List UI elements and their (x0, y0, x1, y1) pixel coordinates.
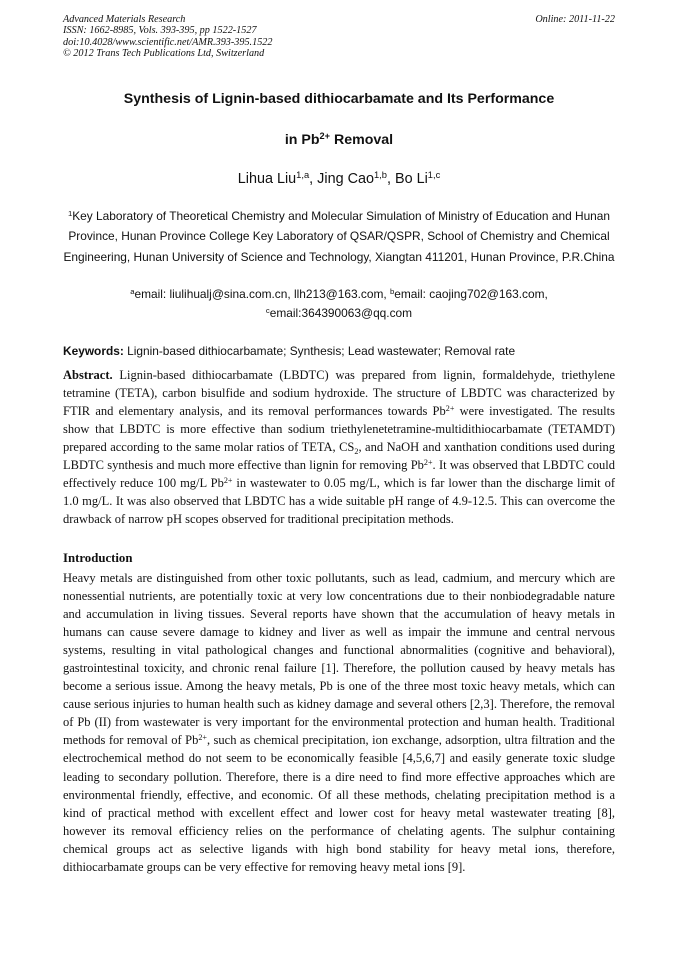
keywords-text: Lignin-based dithiocarbamate; Synthesis; Lead wastewater; Removal rate (123, 344, 516, 358)
email-a: email: liulihualj@sina.com.cn, llh213@163.com, (134, 287, 390, 301)
journal-header (63, 14, 615, 60)
email-line-2 (63, 304, 615, 323)
author-affiliation-mark: 1,c (427, 169, 441, 180)
email-line-1 (63, 285, 615, 304)
abstract-subscript: 2 (354, 446, 359, 456)
introduction-text: , such as chemical precipitation, ion exchange, adsorption, ultra filtration and the electrochemical method do not seem to be economically feasible [4,5,6,7] and easily generate toxic sludge leading to secondary pollution. Therefore, there is a dire need to find more effective approaches which are environmental friendly, effective, and economic. Of all these methods, chelating precipitation method is a kind of practical method with excellent effect and lower cost for heavy metal wastewater treating [8], however its removal efficiency relies on the performance of chelating agents. The sulphur containing chemical groups act as selective ligands with high bond stability for heavy metal ions, therefore, dithiocarbamate groups can be very effective for removing heavy metal ions [9]. (63, 733, 615, 874)
author-emails (63, 285, 615, 323)
abstract-text: Lignin-based dithiocarbamate (LBDTC) was prepared from lignin, formaldehyde, triethylene tetramine (TETA), carbon bisulfide and sodium hydroxide. The structure of LBDTC was characterized by FTIR and elementary analysis, and its removal performances towards Pb (63, 368, 615, 419)
affiliation-mark: 1 (67, 208, 73, 218)
doi-line: doi:10.4028/www.scientific.net/AMR.393-395.1522 (63, 36, 273, 48)
introduction-body (63, 569, 615, 876)
title-text-2a: in Pb (284, 132, 320, 148)
author-name: Bo Li (394, 171, 428, 187)
author-list (40, 171, 638, 187)
email-c: email:364390063@qq.com (269, 306, 413, 320)
affiliation-text: Key Laboratory of Theoretical Chemistry and Molecular Simulation of Ministry of Education and Hunan Province, Hunan Province College Key Laboratory of QSAR/QSPR, School of Chemistry and Chemical Engineering, Hunan University of Science and Technology, Xiangtan 411201, Hunan Province, P.R.China (63, 209, 615, 264)
abstract-text: in wastewater to 0.05 mg/L, which is far lower than the discharge limit of 1.0 mg/L. It was also observed that LBDTC has a wide suitable pH range of 4.9-12.5. This can overcome the drawback of narrow pH scopes observed for traditional precipitation methods. (63, 476, 615, 527)
keywords-label: Keywords: (63, 344, 124, 358)
section-heading-introduction: Introduction (63, 551, 133, 565)
author-separator: , (309, 171, 318, 187)
abstract-text: were investigated. The results show that LBDTC is more effective than sodium triethylenetetramine-multidithiocarbamate (TETAMDT) prepared according to the same molar ratios of TETA, CS (63, 404, 615, 455)
paper-title-line-2 (40, 132, 638, 148)
abstract-text: , and NaOH and xanthation conditions used during LBDTC synthesis and much more effective than lignin for removing Pb (63, 440, 615, 473)
author-affiliation-mark: 1,a (296, 169, 310, 180)
author-name: Lihua Liu (237, 171, 297, 187)
author-name: Jing Cao (317, 171, 374, 187)
introduction-superscript: 2+ (198, 732, 207, 742)
affiliation (63, 206, 615, 267)
email-mark-c: c (265, 305, 270, 315)
author-separator: , (386, 171, 395, 187)
email-mark-b: b (389, 286, 395, 296)
copyright-line: © 2012 Trans Tech Publications Ltd, Switzerland (63, 48, 265, 60)
author-affiliation-mark: 1,b (373, 169, 387, 180)
introduction-text: Heavy metals are distinguished from other toxic pollutants, such as lead, cadmium, and mercury which are nonessential nutrients, are potentially toxic at very low concentrations due to their nonbiodegradable nature and accumulation in living tissues. Several reports have shown that the accumulation of heavy metals in humans can cause severe damage to kidney and liver as well as impair the immune and central nervous systems, resulting in vital pathological changes and functional abnormalities (cognitive and behavioral), gastrointestinal toxicity, and chronic renal failure [1]. Therefore, the pollution caused by heavy metals has become a serious issue. Among the heavy metals, Pb is one of the three most toxic heavy metals, which can cause serious injuries to human health such as kidney damage and several others [2,3]. Therefore, the removal of Pb (II) from wastewater is very important for the environmental protection and human health. Traditional methods for removal of Pb (63, 571, 615, 748)
abstract-label: Abstract. (63, 368, 113, 382)
title-text-1: Synthesis of Lignin-based dithiocarbamate and Its Performance (123, 91, 555, 107)
email-mark-a: a (130, 286, 135, 296)
abstract-superscript: 2+ (445, 403, 455, 413)
title-superscript: 2+ (319, 130, 331, 141)
online-date: Online: 2011-11-22 (535, 14, 615, 25)
journal-name: Advanced Materials Research (63, 14, 186, 25)
abstract (63, 366, 615, 528)
abstract-superscript: 2+ (223, 475, 233, 485)
keywords (63, 344, 615, 358)
email-b: email: caojing702@163.com, (394, 287, 548, 301)
abstract-superscript: 2+ (423, 457, 433, 467)
title-text-2b: Removal (330, 132, 394, 148)
abstract-text: . It was observed that LBDTC could effectively reduce 100 mg/L Pb (63, 458, 615, 491)
issn-line: ISSN: 1662-8985, Vols. 393-395, pp 1522-1527 (63, 25, 257, 37)
paper-title-line-1 (40, 91, 638, 107)
